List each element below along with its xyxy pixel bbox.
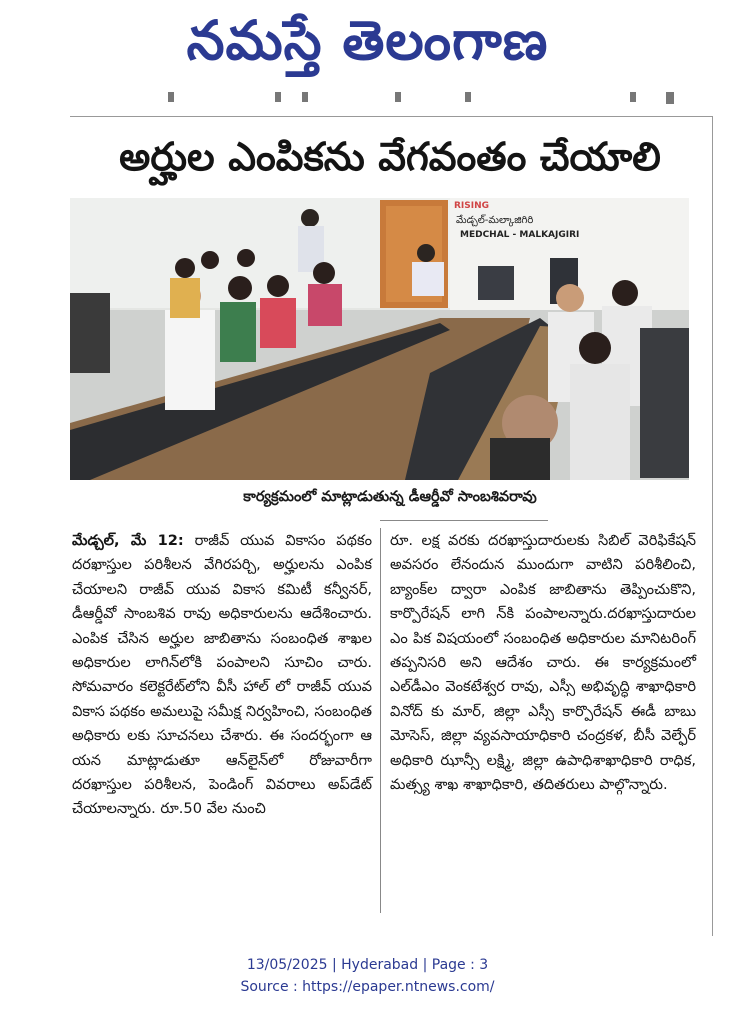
- column-divider: [380, 528, 381, 913]
- article-headline: అర్హుల ఎంపికను వేగవంతం చేయాలి: [119, 135, 661, 180]
- source-link[interactable]: Source : https://epaper.ntnews.com/: [240, 979, 495, 995]
- date-edition-page: 13/05/2025 | Hyderabad | Page : 3: [246, 957, 489, 973]
- article-photo: [70, 198, 689, 480]
- newspaper-logo: నమస్తే తెలంగాణ: [186, 9, 549, 72]
- caption-underline: [380, 520, 548, 521]
- masthead: [0, 0, 735, 95]
- article-text-1: రాజీవ్ యువ వికాసం పథకం దరఖాస్తుల పరిశీలన వేగిరపర్చి, అర్హులను ఎంపిక చేయాలని రాజీవ్ యువ వికాస కమిటీ కన్వీనర్, డీఆర్డీవో సాంబశివ రావు అధికారులను ఆదేశించారు. ఎంపిక చేసిన అర్హుల జాబితాను సంబంధిత శాఖల అధికారుల లాగిన్‌లోకి పంపాలని సూచిం చారు. సోమవారం కలెక్టరేట్‌లోని వీసీ హాల్ లో రాజీవ్ యువ వికాస పథకం అమలుపై సమీక్ష నిర్వహించి, సంబంధిత అధికారు లకు సూచనలు చేశారు. ఈ సందర్భంగా ఆ యన మాట్లాడుతూ ఆన్‌లైన్‌లో రోజువారీగా దరఖాస్తుల పరిశీలన, పెండింగ్ వివరాలు అప్‌డేట్ చేయాలన్నారు. రూ.50 వేల నుంచి: [72, 532, 373, 818]
- dateline: మేడ్చల్, మే 12:: [72, 532, 184, 549]
- sign-english: MEDCHAL - MALKAJGIRI: [460, 230, 580, 240]
- article-column-2: రూ. లక్ష వరకు దరఖాస్తుదారులకు సిబిల్ వెరిఫికేషన్ అవసరం లేనందున ముందుగా వాటిని పరిశీలించి, బ్యాంక్‌ల ద్వారా ఎంపిక జాబితాను తెప్పించుకొని, కార్పొరేషన్ లాగి న్‌కి పంపాలన్నారు.దరఖాస్తుదారుల ఎం పిక విషయంలో సంబంధిత అధికారుల మానిటరింగ్ తప్పనిసరి అని ఆదేశం చారు. ఈ కార్యక్రమంలో ఎల్‌డీఎం వెంకటేశ్వర రావు, ఎస్సీ అభివృద్ధి శాఖాధికారి వినోద్ కు మార్, జిల్లా ఎస్సీ కార్పొరేషన్ ఈడీ బాబు మోసెస్, జిల్లా వ్యవసాయాధికారి చంద్రకళ, బీసీ వెల్ఫేర్ అధికారి ఝాన్సీ లక్ష్మి, జిల్లా ఉపాధిశాఖాధికారి రాధిక, మత్స్య శాఖ శాఖాధికారి, తదితరులు పాల్గొన్నారు.: [390, 532, 696, 794]
- cropped-text-strip: [70, 92, 710, 106]
- page-footer: [0, 954, 735, 998]
- right-divider: [712, 116, 713, 936]
- sign-rising: RISING: [454, 201, 490, 211]
- sign-telugu: మేడ్చల్-మల్కాజిగిరి: [456, 215, 534, 226]
- article-column-1: [72, 529, 372, 822]
- photo-caption: కార్యక్రమంలో మాట్లాడుతున్న డీఆర్డీవో సాంబశివరావు: [243, 489, 537, 505]
- top-divider: [70, 116, 712, 117]
